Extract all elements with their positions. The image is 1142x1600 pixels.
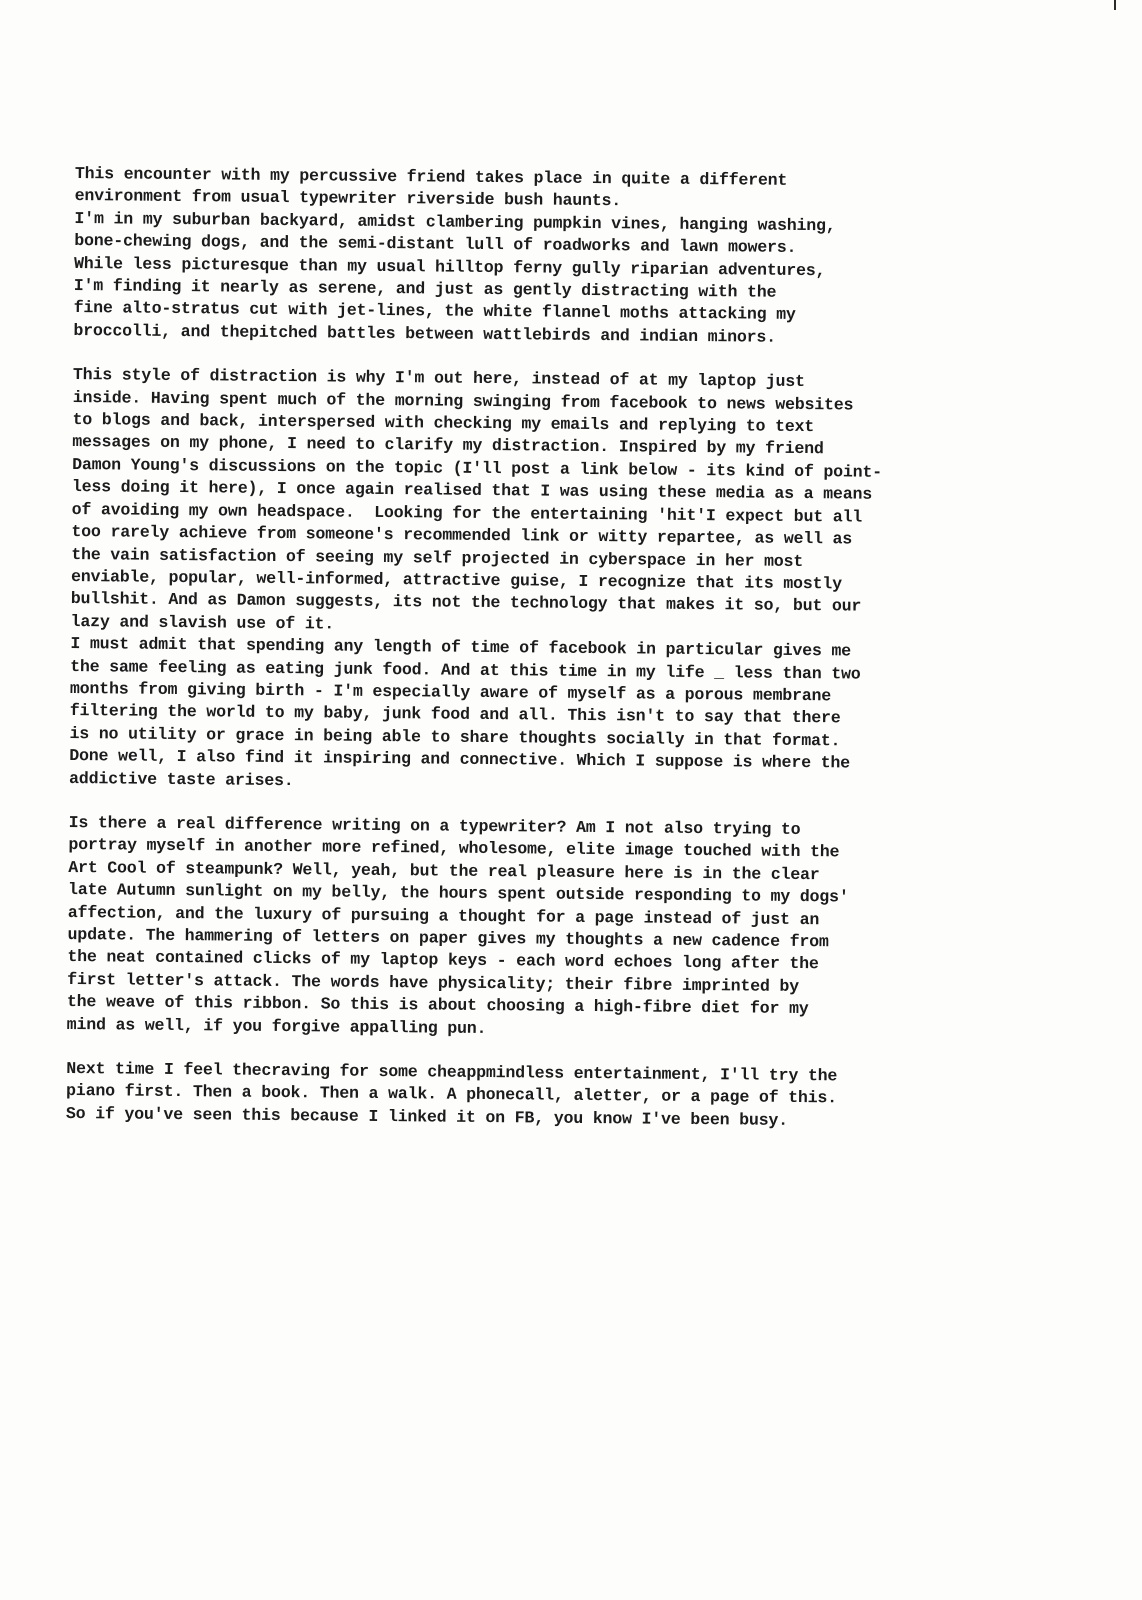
text-line: the weave of this ribbon. So this is about choosing a high-fibre diet for my [66,992,809,1019]
text-line: Is there a real difference writing on a typewriter? Am I not also trying to [68,812,801,839]
text-line: piano first. Then a book. Then a walk. A phonecall, aletter, or a page of this. [66,1081,838,1108]
text-line: bullshit. And as Damon suggests, its not the technology that makes it so, but our [70,589,862,616]
text-line: This encounter with my percussive friend takes place in quite a different [74,163,788,190]
text-line: late Autumn sunlight on my belly, the hours spent outside responding to my dogs' [67,880,849,907]
text-line: affection, and the luxury of pursuing a thought for a page instead of just an [67,902,820,929]
text-line: While less picturesque than my usual hilltop ferny gully riparian adventures, [73,253,826,280]
text-line: less doing it here), I once again realised that I was using these media as a means [71,477,873,504]
paragraph-3 [67,812,1009,1045]
text-line: I must admit that spending any length of time of facebook in particular gives me [70,634,852,661]
text-line: Art Cool of steampunk? Well, yeah, but the real pleasure here is in the clear [68,857,820,884]
text-line: broccolli, and thepitched battles between wattlebirds and indian minors. [73,320,777,347]
text-line: This style of distraction is why I'm out here, instead of at my laptop just [72,365,805,392]
text-line: first letter's attack. The words have physicality; their fibre imprinted by [67,969,800,996]
text-line: inside. Having spent much of the morning swinging from facebook to news websites [72,387,854,415]
text-line: to blogs and back, interspersed with checking my emails and replying to text [72,410,815,437]
text-line: Damon Young's discussions on the topic (I'll post a link below - its kind of point- [72,454,883,482]
text-line: I'm in my suburban backyard, amidst clambering pumpkin vines, hanging washing, [74,208,836,236]
text-line: lazy and slavish use of it. [70,611,335,634]
text-line: mind as well, if you forgive appalling pun. [66,1014,487,1038]
text-line: the same feeling as eating junk food. And at this time in my life _ less than two [70,656,861,684]
text-line: the neat contained clicks of my laptop keys - each word echoes long after the [67,947,819,974]
text-line: fine alto-stratus cut with jet-lines, the white flannel moths attacking my [73,298,796,325]
text-line: environment from usual typewriter riverside bush haunts. [74,186,622,211]
paragraph-1 [73,163,1015,351]
paragraph-4 [66,1058,1007,1134]
text-line: too rarely achieve from someone's recommended link or witty repartee, as well as [71,522,853,549]
text-line: is no utility or grace in being able to share thoughts socially in that format. [69,723,841,751]
text-line: Done well, I also find it inspiring and connective. Which I suppose is where the [69,746,851,773]
text-line: filtering the world to my baby, junk food and all. This isn't to say that there [69,701,841,728]
text-line: update. The hammering of letters on paper gives my thoughts a new cadence from [67,924,829,952]
text-line: messages on my phone, I need to clarify my distraction. Inspired by my friend [72,432,824,459]
text-line: of avoiding my own headspace. Looking for the entertaining 'hit'I expect but all [71,499,863,527]
text-line: Next time I feel thecraving for some cheappmindless entertainment, I'll try the [66,1058,838,1086]
paragraph-2 [69,364,1013,799]
page-edge-mark [1114,0,1116,10]
typewritten-body [66,163,1015,1156]
text-line: portray myself in another more refined, wholesome, elite image touched with the [68,835,840,862]
text-line: the vain satisfaction of seeing my self projected in cyberspace in her most [71,544,804,571]
text-line: addictive taste arises. [69,768,294,790]
text-line: months from giving birth - I'm especially aware of myself as a porous membrane [69,678,832,706]
text-line: So if you've seen this because I linked it on FB, you know I've been busy. [65,1103,789,1130]
text-line: bone-chewing dogs, and the semi-distant lull of roadworks and lawn mowers. [74,231,797,258]
text-line: enviable, popular, well-informed, attractive guise, I recognize that its mostly [70,566,842,594]
text-line: I'm finding it nearly as serene, and just as gently distracting with the [73,276,777,302]
